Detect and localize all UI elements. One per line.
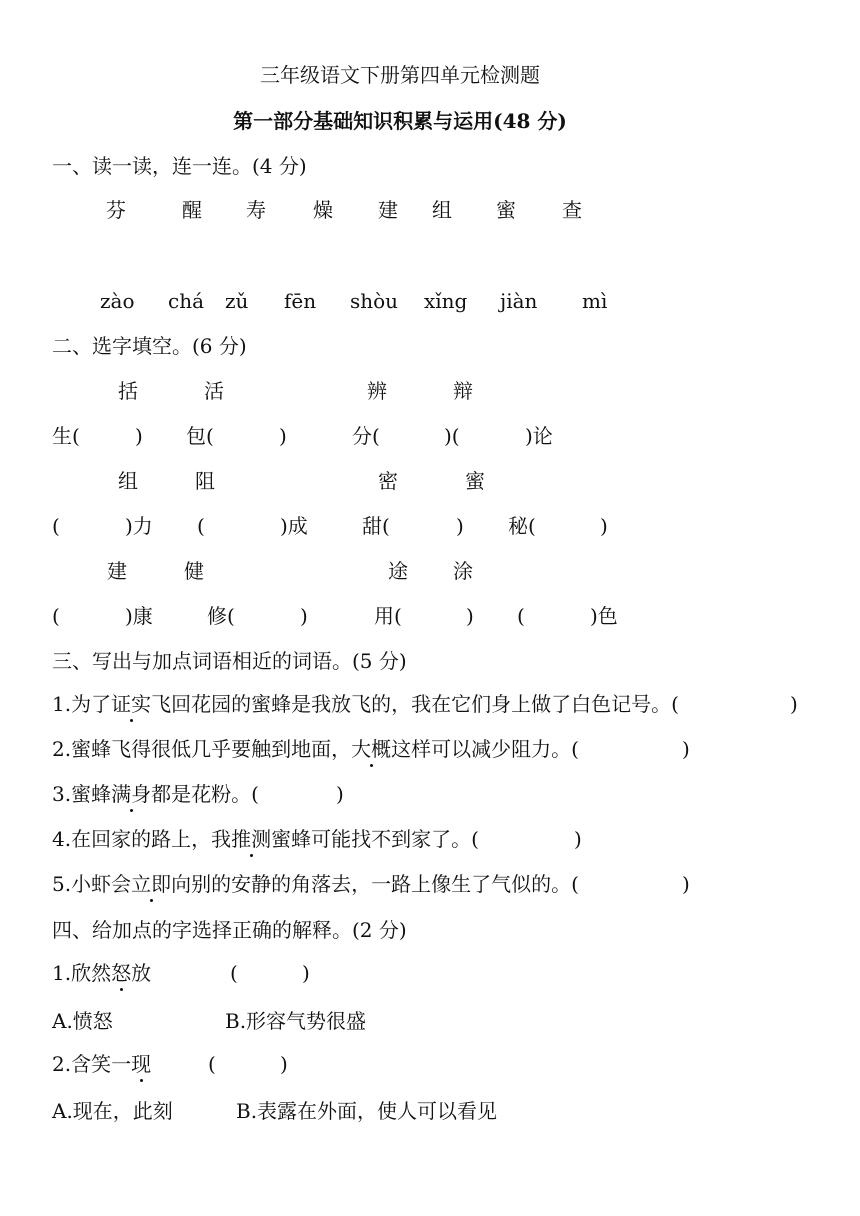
q4-answer-paren-open: ( xyxy=(230,961,238,985)
q2-option: 活 xyxy=(204,379,224,403)
q3-item-text: 向别的安静的角落去，一路上像生了气似的。( xyxy=(171,872,579,896)
q1-char: 芬 xyxy=(106,198,126,222)
q2-blank-text: 包( xyxy=(186,424,214,448)
q4-item-2 xyxy=(52,1052,151,1076)
q2-blank-text: )( xyxy=(444,424,460,448)
q2-blank-text: ) xyxy=(135,424,143,448)
q3-dotted-word: 满身 xyxy=(111,782,152,806)
q3-dotted-word: 立即 xyxy=(131,872,172,896)
q4-answer-paren-close: ) xyxy=(302,961,310,985)
q4-item2-option-b: B.表露在外面，使人可以看见 xyxy=(236,1099,498,1123)
q3-item-text: 4.在回家的路上，我 xyxy=(52,827,232,851)
q2-option: 蜜 xyxy=(465,469,485,493)
q2-blank-text: ( xyxy=(52,604,60,628)
q2-blank-text: 生( xyxy=(52,424,80,448)
q3-item-text: 蜜蜂可能找不到家了。( xyxy=(271,827,479,851)
q3-dotted-word: 大概 xyxy=(351,737,392,761)
q1-heading: 一、读一读，连一连。(4 分) xyxy=(52,154,307,178)
q3-item-text: 1.为了 xyxy=(52,692,112,716)
q3-heading: 三、写出与加点词语相近的词语。(5 分) xyxy=(52,649,407,673)
q4-item-text: 2.含笑一 xyxy=(52,1052,132,1076)
q1-pinyin: fēn xyxy=(284,289,317,313)
q1-char: 蜜 xyxy=(496,198,516,222)
q3-item-text: 这样可以减少阻力。( xyxy=(391,737,579,761)
q2-option: 健 xyxy=(184,559,204,583)
q2-blank-text: 甜( xyxy=(362,514,390,538)
q1-char: 醒 xyxy=(182,198,202,222)
q2-blank-text: 秘( xyxy=(508,514,536,538)
q2-blank-text: )康 xyxy=(125,604,153,628)
q3-answer-paren-close: ) xyxy=(336,782,344,806)
q4-item2-option-a: A.现在，此刻 xyxy=(52,1099,173,1123)
q3-answer-paren-close: ) xyxy=(574,827,582,851)
q1-char: 组 xyxy=(432,198,452,222)
q4-item-text: 1.欣然 xyxy=(52,961,112,985)
q4-answer-paren-open: ( xyxy=(208,1052,216,1076)
q4-item-1 xyxy=(52,961,151,985)
q4-item-text: 放 xyxy=(131,961,152,985)
q2-blank-text: ) xyxy=(279,424,287,448)
q3-item-4 xyxy=(52,827,479,851)
q4-dotted-char: 现 xyxy=(131,1052,152,1076)
q1-pinyin: zào xyxy=(100,289,135,313)
q2-blank-text: ( xyxy=(517,604,525,628)
q3-answer-paren-close: ) xyxy=(682,872,690,896)
q2-blank-text: ) xyxy=(600,514,608,538)
q2-blank-text: ) xyxy=(456,514,464,538)
part1-title: 第一部分基础知识积累与运用(48 分) xyxy=(233,109,567,133)
q2-option: 组 xyxy=(118,469,138,493)
q3-dotted-word: 推测 xyxy=(231,827,272,851)
q2-option: 建 xyxy=(107,559,127,583)
q2-option: 密 xyxy=(378,469,398,493)
q3-dotted-word: 证实 xyxy=(111,692,152,716)
q4-item1-option-a: A.愤怒 xyxy=(52,1009,113,1033)
q3-answer-paren-close: ) xyxy=(790,692,798,716)
q2-option: 辩 xyxy=(453,379,473,403)
q3-answer-paren-close: ) xyxy=(682,737,690,761)
q3-item-1 xyxy=(52,692,679,716)
q1-char: 查 xyxy=(562,198,582,222)
q1-pinyin: shòu xyxy=(350,289,399,313)
q1-pinyin: zǔ xyxy=(225,289,249,313)
q4-heading: 四、给加点的字选择正确的解释。(2 分) xyxy=(52,918,407,942)
q2-blank-text: )色 xyxy=(590,604,618,628)
q2-blank-text: 修( xyxy=(207,604,235,628)
q1-char: 建 xyxy=(378,198,398,222)
q3-item-text: 3.蜜蜂 xyxy=(52,782,112,806)
q3-item-text: 都是花粉。( xyxy=(151,782,259,806)
q2-option: 涂 xyxy=(453,559,473,583)
q3-item-text: 5.小虾会 xyxy=(52,872,132,896)
q2-option: 辨 xyxy=(367,379,387,403)
q3-item-2 xyxy=(52,737,579,761)
q1-pinyin: jiàn xyxy=(500,289,538,313)
q3-item-text: 飞回花园的蜜蜂是我放飞的，我在它们身上做了白色记号。( xyxy=(151,692,679,716)
page-title: 三年级语文下册第四单元检测题 xyxy=(260,63,540,87)
q2-blank-text: ) xyxy=(466,604,474,628)
q3-item-3 xyxy=(52,782,259,806)
q3-item-5 xyxy=(52,872,579,896)
q2-blank-text: ( xyxy=(197,514,205,538)
q3-item-text: 2.蜜蜂飞得很低几乎要触到地面， xyxy=(52,737,352,761)
q4-answer-paren-close: ) xyxy=(280,1052,288,1076)
q2-heading: 二、选字填空。(6 分) xyxy=(52,334,247,358)
q2-blank-text: )论 xyxy=(525,424,553,448)
q4-dotted-char: 怒 xyxy=(111,961,132,985)
q1-pinyin: xǐng xyxy=(424,289,468,313)
q1-pinyin: mì xyxy=(582,289,608,313)
q2-blank-text: )成 xyxy=(280,514,308,538)
q2-blank-text: 分( xyxy=(352,424,380,448)
q2-option: 阻 xyxy=(195,469,215,493)
q2-blank-text: )力 xyxy=(125,514,153,538)
q1-char: 燥 xyxy=(313,198,333,222)
q2-option: 途 xyxy=(388,559,408,583)
q4-item1-option-b: B.形容气势很盛 xyxy=(225,1009,367,1033)
q2-blank-text: ( xyxy=(52,514,60,538)
q2-option: 括 xyxy=(118,379,138,403)
q1-pinyin: chá xyxy=(168,289,205,313)
q2-blank-text: ) xyxy=(300,604,308,628)
q2-blank-text: 用( xyxy=(374,604,402,628)
q1-char: 寿 xyxy=(246,198,266,222)
